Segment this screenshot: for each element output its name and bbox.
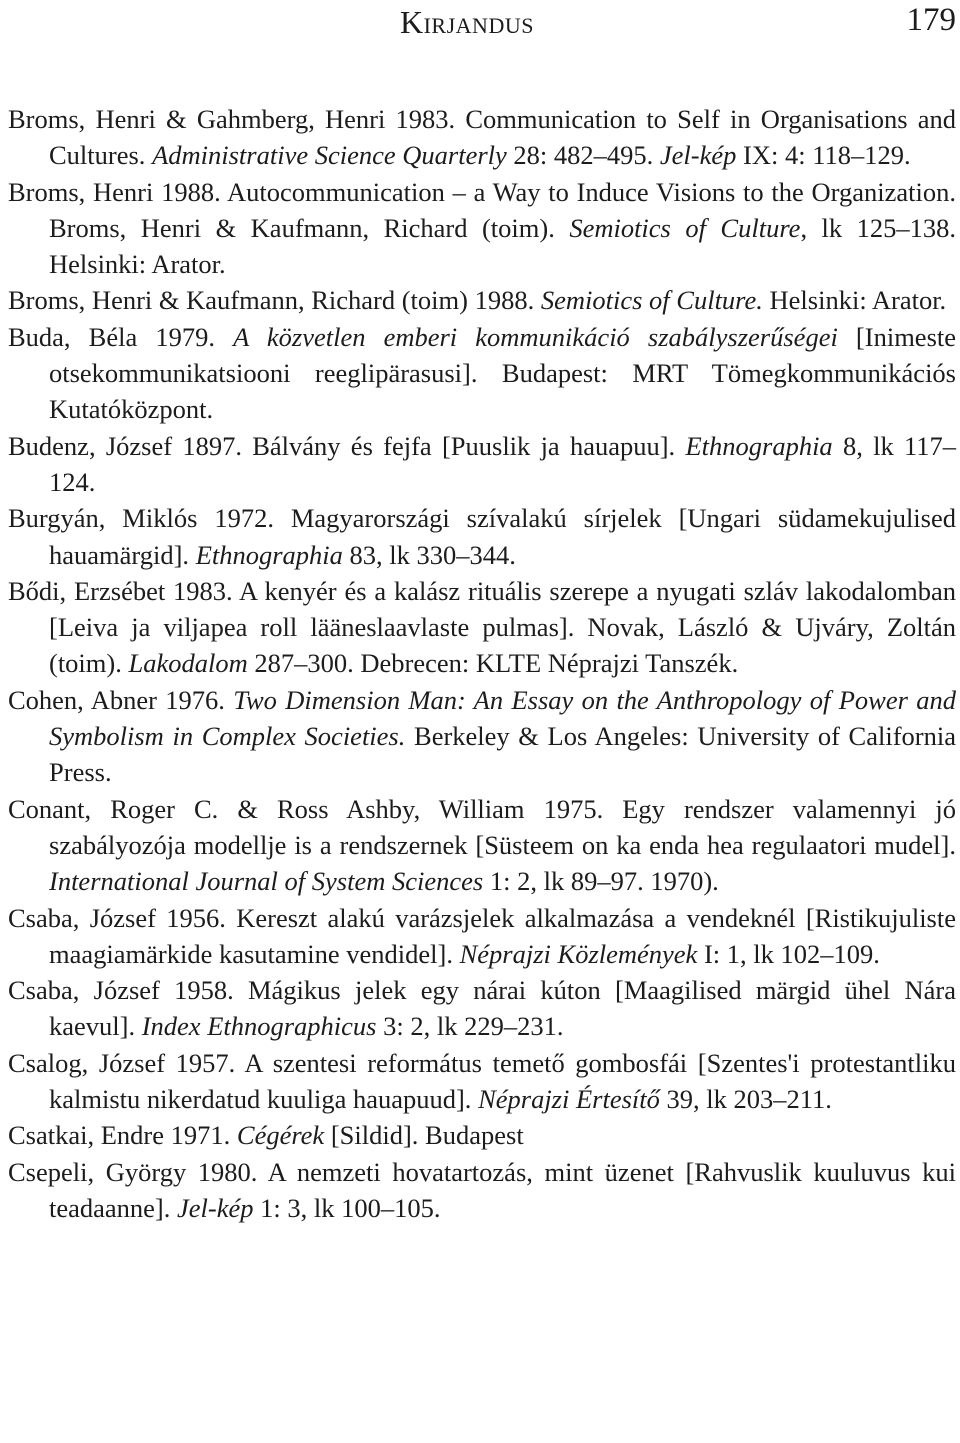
entry-text: I: 1, lk 102–109.: [697, 938, 880, 969]
entry-text: Broms, Henri 1988. Autocommunication – a Way to Induce Visions to the Organization. Broms, Henri & Kaufmann, Richard (toim).: [8, 176, 956, 243]
entry-text: 1: 3, lk 100–105.: [253, 1192, 441, 1223]
bibliography-entry: [8, 791, 956, 900]
entry-text: Bődi, Erzsébet 1983. A kenyér és a kalász rituális szerepe a nyugati szláv lakodalomban [Leiva ja viljapea roll lääneslaavlaste pulmas]. Novak, László & Ujváry, Zoltán (toim).: [8, 575, 956, 679]
entry-title-italic: Néprajzi Közlemények: [459, 938, 698, 969]
entry-text: IX: 4: 118–129.: [736, 140, 911, 171]
entry-title-italic: Néprajzi Értesítő: [478, 1084, 660, 1115]
entry-text: Berkeley & Los Angeles: University of California Press.: [49, 721, 956, 788]
entry-title-italic: Semiotics of Culture: [569, 212, 801, 243]
entry-text: Buda, Béla 1979.: [8, 321, 234, 352]
bibliography-entry: [8, 682, 956, 791]
entry-text: Conant, Roger C. & Ross Ashby, William 1975. Egy rendszer valamennyi jó szabályozója modellje is a rendszernek [Süsteem on ka enda hea regulaatori mudel].: [8, 793, 956, 860]
entry-text: Csalog, József 1957. A szentesi református temető gombosfái [Szentes'i protestantliku kalmistu nikerdatud kuuliga hauapuud].: [8, 1047, 956, 1115]
page-number: 179: [906, 2, 956, 38]
entry-title-italic: Jel-kép: [177, 1192, 254, 1223]
entry-title-italic: Ethnographia: [685, 430, 833, 461]
entry-text: Csaba, József 1958. Mágikus jelek egy nárai kúton [Maagilised märgid ühel Nára kaevul].: [8, 975, 956, 1042]
bibliography-entry: [8, 1154, 956, 1227]
bibliography-entry: [8, 573, 956, 682]
entry-title-italic: Index Ethnographicus: [141, 1011, 377, 1042]
bibliography-entry: [8, 428, 956, 501]
entry-text: Csepeli, György 1980. A nemzeti hovatartozás, mint üzenet [Rahvuslik kuuluvus kui teadaanne].: [8, 1156, 956, 1223]
entry-text: Budenz, József 1897. Bálvány és fejfa [Puuslik ja hauapuu].: [8, 430, 686, 461]
entry-title-italic: Two Dimension Man: An Essay on the Anthropology of Power and Symbolism in Complex Societies.: [49, 684, 956, 752]
bibliography-entry: [8, 319, 956, 428]
bibliography-entry: [8, 972, 956, 1045]
entry-text: 1: 2, lk 89–97. 1970).: [483, 866, 719, 897]
entry-text: Csatkai, Endre 1971.: [8, 1120, 237, 1151]
bibliography-entry: [8, 1117, 956, 1153]
entry-text: 28: 482–495.: [506, 140, 660, 171]
bibliography-entry: [8, 1045, 956, 1118]
entry-text: 287–300. Debrecen: KLTE Néprajzi Tanszék.: [247, 648, 739, 679]
bibliography-list: [8, 101, 956, 1226]
section-title: Kirjandus: [400, 4, 534, 40]
entry-text: Cohen, Abner 1976.: [8, 684, 234, 715]
entry-title-italic: Semiotics of Culture.: [540, 285, 763, 316]
entry-text: Helsinki: Arator.: [762, 285, 947, 316]
entry-title-italic: International Journal of System Sciences: [49, 866, 484, 897]
entry-text: Burgyán, Miklós 1972. Magyarországi szívalakú sírjelek [Ungari südamekujulised hauamärgid].: [8, 503, 956, 570]
entry-text: [Inimeste otsekommunikatsiooni reeglipärasusi]. Budapest: MRT Tömegkommunikációs Kutatóközpont.: [49, 321, 957, 425]
entry-text: , lk 125–138. Helsinki: Arator.: [49, 212, 956, 280]
entry-text: Csaba, József 1956. Kereszt alakú varázsjelek alkalmazása a vendeknél [Ristikujuliste maagiamärkide kasutamine vendidel].: [8, 902, 956, 969]
entry-title-italic: Lakodalom: [128, 648, 248, 679]
bibliography-entry: [8, 900, 956, 973]
entry-text: 83, lk 330–344.: [342, 539, 516, 570]
entry-title-italic: Cégérek: [236, 1120, 325, 1151]
entry-text: 39, lk 203–211.: [659, 1084, 832, 1115]
entry-text: Broms, Henri & Kaufmann, Richard (toim) 1988.: [8, 285, 541, 316]
entry-title-italic: Administrative Science Quarterly: [152, 140, 507, 171]
bibliography-entry: [8, 500, 956, 573]
entry-text: [Sildid]. Budapest: [324, 1120, 524, 1151]
entry-title-italic: Ethnographia: [195, 539, 343, 570]
entry-text: 3: 2, lk 229–231.: [376, 1011, 564, 1042]
running-header: [0, 2, 958, 46]
entry-text: Broms, Henri & Gahmberg, Henri 1983. Communication to Self in Organisations and Cultures.: [8, 104, 956, 171]
bibliography-entry: [8, 101, 956, 174]
bibliography-entry: [8, 174, 956, 283]
entry-text: 8, lk 117–124.: [49, 430, 956, 497]
entry-title-italic: A közvetlen emberi kommunikáció szabályszerűségei: [233, 321, 838, 352]
bibliography-entry: [8, 282, 956, 318]
entry-title-italic: Jel-kép: [659, 140, 737, 171]
